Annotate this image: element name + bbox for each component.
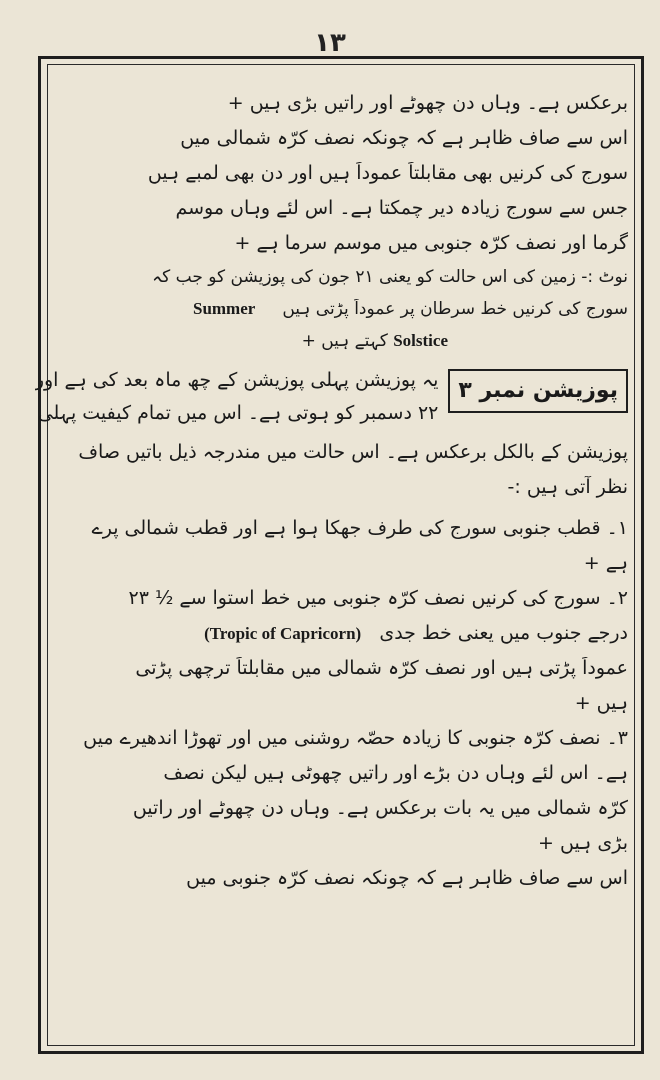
text-line: یہ پوزیشن پہلی پوزیشن کے چھ ماہ بعد کی ہے اور [34, 369, 439, 391]
paragraph-position-3 [56, 441, 628, 511]
note-text: سورج کی کرنیں خط سرطان پر عموداً پڑتی ہیں [282, 299, 628, 319]
note-block [56, 267, 628, 363]
list-item-3 [56, 727, 628, 867]
heading-text [35, 369, 439, 435]
list-item-1 [56, 517, 628, 587]
text-line: ۲۲ دسمبر کو ہوتی ہے۔ اس میں تمام کیفیت پہلی [37, 402, 439, 424]
paragraph-opening [56, 92, 628, 267]
section-heading-box: پوزیشن نمبر ۳ [448, 369, 628, 413]
text-line [56, 622, 628, 657]
text-line: ۳۔ نصف کرّہ جنوبی کا زیادہ حصّہ روشنی میں اور تھوڑا اندھیرے میں [83, 727, 628, 749]
text-line: گرما اور نصف کرّہ جنوبی میں موسم سرما ہے + [234, 232, 628, 254]
text-line: بڑی ہیں + [538, 832, 628, 854]
position-heading-row [34, 369, 628, 441]
term-solstice: Solstice [393, 331, 448, 350]
text-line: ہے۔ اس لئے وہاں دن بڑے اور راتیں چھوٹی ہیں لیکن نصف [163, 762, 628, 784]
text-line: کرّہ شمالی میں یہ بات برعکس ہے۔ وہاں دن چھوٹے اور راتیں [132, 797, 628, 819]
list-item-2 [56, 587, 628, 727]
text-line: برعکس ہے۔ وہاں دن چھوٹے اور راتیں بڑی ہیں + [227, 92, 628, 114]
page-number: ۱۳ [314, 28, 346, 58]
text-line: نظر آتی ہیں :- [507, 476, 628, 498]
term-summer: Summer [192, 299, 256, 318]
text-line: ۱۔ قطب جنوبی سورج کی طرف جھکا ہوا ہے اور قطب شمالی پرے [91, 517, 628, 539]
page-body [34, 92, 628, 1040]
note-line: نوٹ :- زمین کی اس حالت کو یعنی ۲۱ جون کی پوزیشن کو جب کہ [152, 267, 628, 287]
text-line: عموداً پڑتی ہیں اور نصف کرّہ شمالی میں مقابلتاً ترچھی پڑتی [135, 657, 628, 679]
term-tropic-of-capricorn: (Tropic of Capricorn) [204, 624, 362, 643]
text-line: ۲۔ سورج کی کرنیں نصف کرّہ جنوبی میں خط استوا سے ½ ۲۳ [128, 587, 628, 609]
item-text: درجے جنوب میں یعنی خط جدی [379, 622, 628, 644]
note-line [56, 331, 628, 363]
text-line: ہے + [583, 552, 628, 574]
text-line: جس سے سورج زیادہ دیر چمکتا ہے۔ اس لئے وہاں موسم [175, 197, 628, 219]
note-text: کہتے ہیں + [301, 331, 388, 351]
note-line [56, 299, 628, 331]
closing-line: اس سے صاف ظاہر ہے کہ چونکہ نصف کرّہ جنوبی میں [186, 867, 628, 889]
text-line: ہیں + [574, 692, 628, 714]
text-line: پوزیشن کے بالکل برعکس ہے۔ اس حالت میں مندرجہ ذیل باتیں صاف [78, 441, 628, 463]
text-line: اس سے صاف ظاہر ہے کہ چونکہ نصف کرّہ شمالی میں [180, 127, 628, 149]
text-line: سورج کی کرنیں بھی مقابلتاً عموداً ہیں اور دن بھی لمبے ہیں [147, 162, 628, 184]
